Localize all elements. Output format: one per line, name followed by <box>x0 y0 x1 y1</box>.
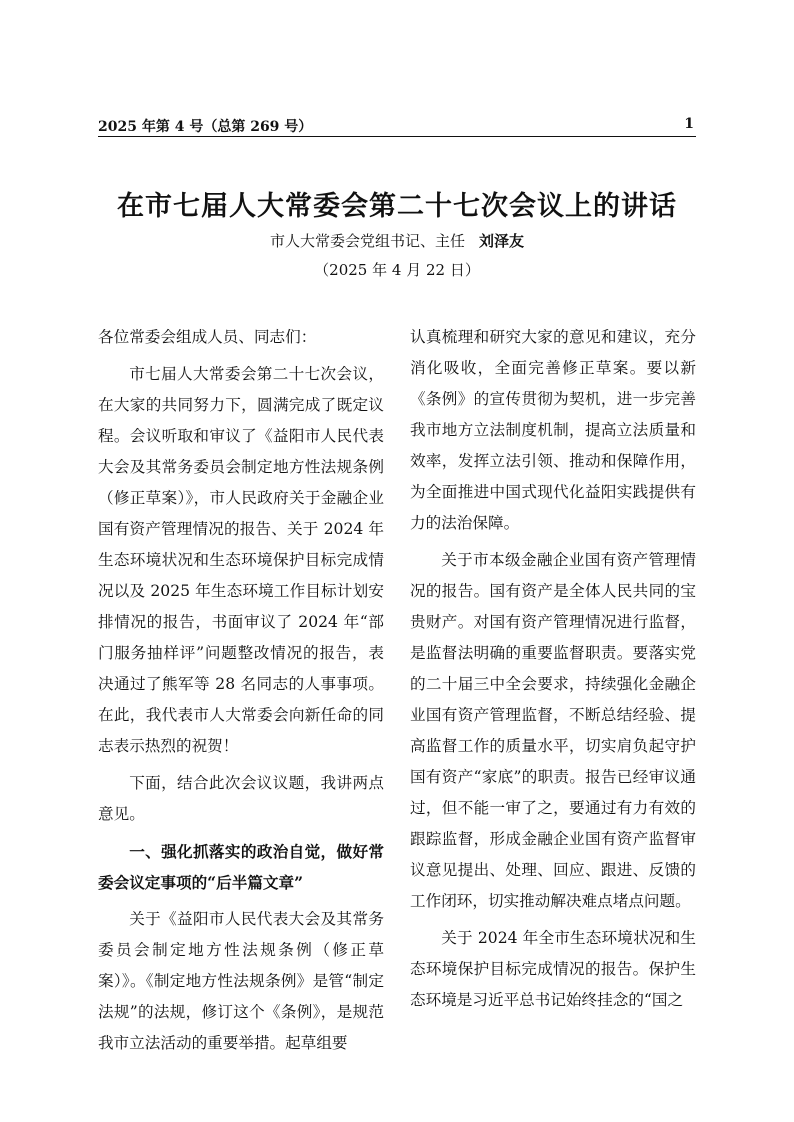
left-column <box>98 322 384 1065</box>
paragraph: 关于《益阳市人民代表大会及其常务委员会制定地方性法规条例（修正草案）》。《制定地方性法规条例》是管“制定法规”的法规，修订这个《条例》，是规范我市立法活动的重要举措。起草组要 <box>98 910 384 1052</box>
paragraph: 下面，结合此次会议议题，我讲两点意见。 <box>98 774 384 823</box>
header-rule <box>98 136 696 137</box>
speech-date: （2025 年 4 月 22 日） <box>314 261 480 279</box>
paragraph-continued: 认真梳理和研究大家的意见和建议，充分消化吸收，全面完善修正草案。要以新《条例》的宣传贯彻为契机，进一步完善我市地方立法制度机制，提高立法质量和效率，发挥立法引领、推动和保障作用，为全面推进中国式现代化益阳实践提供有力的法治保障。 <box>410 328 696 532</box>
page-number: 1 <box>684 116 694 132</box>
salutation: 各位常委会组成人员、同志们： <box>98 328 317 346</box>
article-title: 在市七届人大常委会第二十七次会议上的讲话 <box>117 191 677 222</box>
issue-label: 2025 年第 4 号（总第 269 号） <box>98 119 313 135</box>
right-column <box>410 322 696 1022</box>
section-heading: 一、强化抓落实的政治自觉，做好常委会议定事项的“后半篇文章” <box>98 842 384 892</box>
paragraph: 市七届人大常委会第二十七次会议，在大家的共同努力下，圆满完成了既定议程。会议听取和审议了《益阳市人民代表大会及其常务委员会制定地方性法规条例（修正草案）》，市人民政府关于金融企业国有资产管理情况的报告、关于 2024 年生态环境状况和生态环境保护目标完成情况以及 2025 年生态环境工作目标计划安排情况的报告，书面审议了 2024 年“部门服务抽样评”问题整改情况的报告，表决通过了熊军等 28 名同志的人事事项。在此，我代表市人大常委会向新任命的同志表示热烈的祝贺！ <box>98 365 384 755</box>
byline-role: 市人大常委会党组书记、主任 <box>269 232 465 250</box>
running-header <box>98 114 696 136</box>
paragraph: 关于市本级金融企业国有资产管理情况的报告。国有资产是全体人民共同的宝贵财产。对国有资产管理情况进行监督，是监督法明确的重要监督职责。要落实党的二十届三中全会要求，持续强化金融企业国有资产管理监督，不断总结经验、提高监督工作的质量水平，切实肩负起守护国有资产“家底”的职责。报告已经审议通过，但不能一审了之，要通过有力有效的跟踪监督，形成金融企业国有资产监督审议意见提出、处理、回应、跟进、反馈的工作闭环，切实推动解决难点堵点问题。 <box>410 551 696 910</box>
paragraph: 关于 2024 年全市生态环境状况和生态环境保护目标完成情况的报告。保护生态环境是习近平总书记始终挂念的“国之 <box>410 929 696 1009</box>
byline <box>0 230 794 251</box>
byline-name: 刘泽友 <box>479 232 525 250</box>
